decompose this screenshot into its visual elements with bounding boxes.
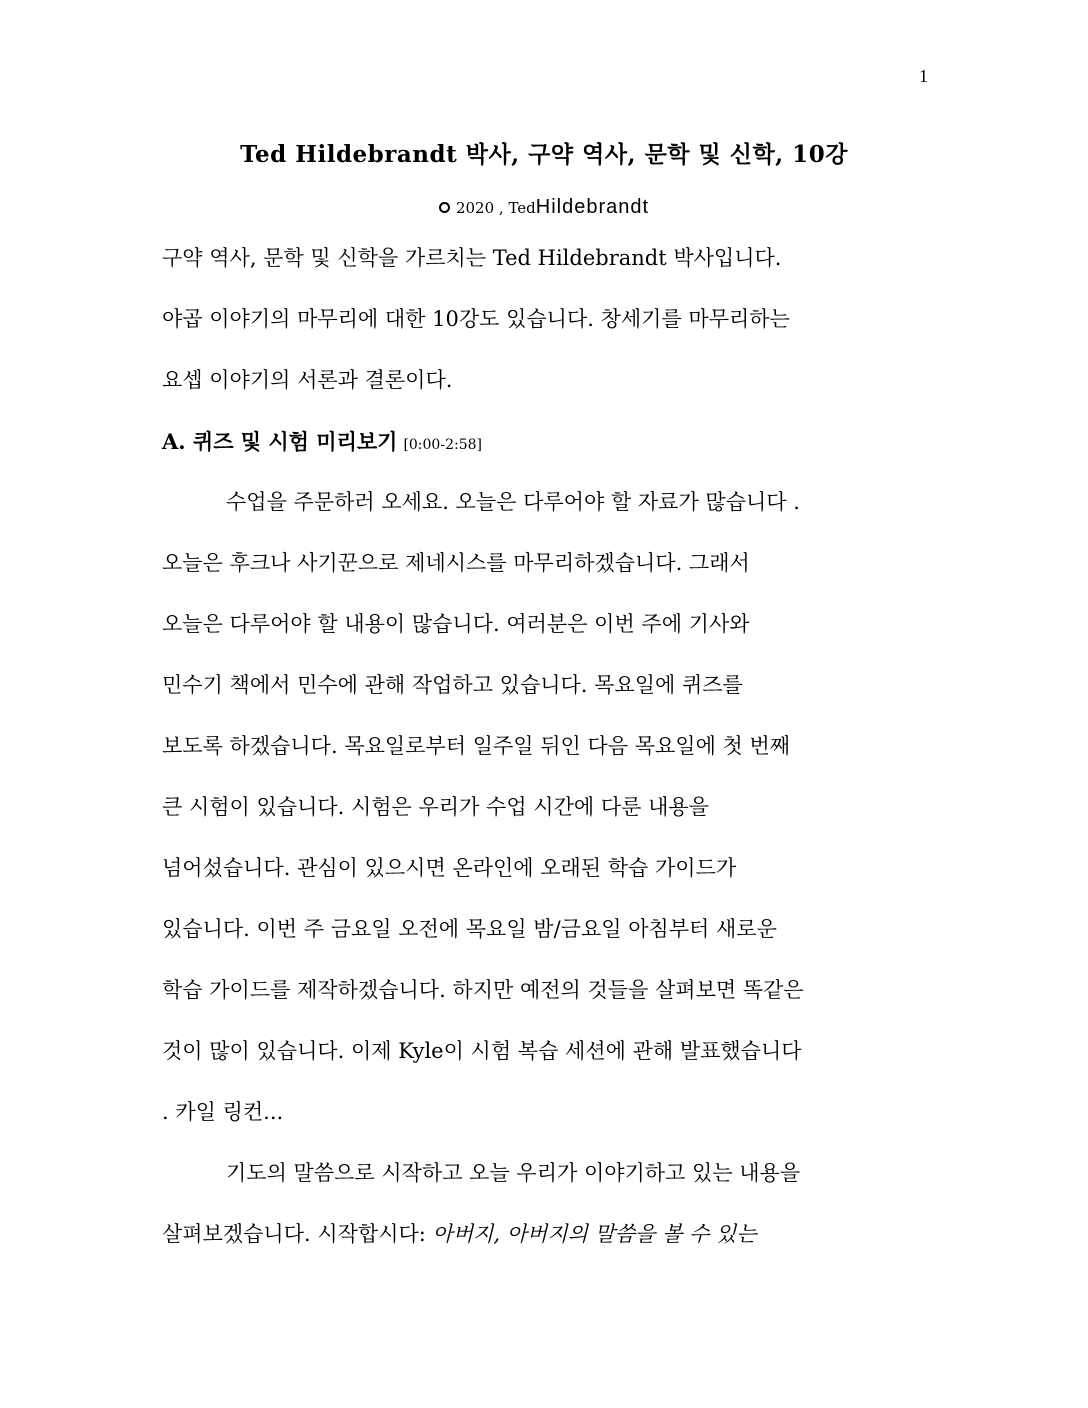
paragraph-line: 학습 가이드를 제작하겠습니다. 하지만 예전의 것들을 살펴보면 똑같은 (162, 978, 804, 1002)
section-heading-text: A. 퀴즈 및 시험 미리보기 (162, 429, 398, 454)
paragraph-line: 오늘은 후크나 사기꾼으로 제네시스를 마무리하겠습니다. 그래서 (162, 551, 750, 575)
paragraph-line (162, 1204, 932, 1265)
paragraph-line: 큰 시험이 있습니다. 시험은 우리가 수업 시간에 다룬 내용을 (162, 795, 709, 819)
intro-line: 구약 역사, 문학 및 신학을 가르치는 Ted Hildebrandt 박사입니다. (162, 246, 782, 270)
paragraph-line: . 카일 링컨... (162, 1100, 284, 1124)
copyright-year: 2020 , (455, 199, 504, 217)
paragraph-line: 민수기 책에서 민수에 관해 작업하고 있습니다. 목요일에 퀴즈를 (162, 673, 743, 697)
paragraph-line: 오늘은 다루어야 할 내용이 많습니다. 여러분은 이번 주에 기사와 (162, 612, 750, 636)
copyright-author-name: Hildebrandt (535, 196, 650, 218)
section-heading (162, 411, 932, 472)
paragraph-line: 것이 많이 있습니다. 이제 Kyle이 시험 복습 세션에 관해 발표했습니다 (162, 1039, 802, 1063)
intro-line: 야곱 이야기의 마무리에 대한 10강도 있습니다. 창세기를 마무리하는 (162, 307, 790, 331)
intro-line: 요셉 이야기의 서론과 결론이다. (162, 368, 453, 392)
page-number: 1 (919, 66, 928, 86)
paragraph-line: 기도의 말씀으로 시작하고 오늘 우리가 이야기하고 있는 내용을 (226, 1161, 801, 1185)
paragraph-plain-text: 살펴보겠습니다. 시작합시다: (162, 1222, 433, 1246)
copyright-author-prefix: Ted (508, 199, 536, 217)
copyright-line (0, 196, 1088, 219)
paragraph-line: 수업을 주문하러 오세요. 오늘은 다루어야 할 자료가 많습니다 . (226, 490, 800, 514)
copyright-icon (439, 202, 450, 213)
paragraph-line: 넘어섰습니다. 관심이 있으시면 온라인에 오래된 학습 가이드가 (162, 856, 737, 880)
paragraph-line: 있습니다. 이번 주 금요일 오전에 목요일 밤/금요일 아침부터 새로운 (162, 917, 777, 941)
prayer-italic-text: 아버지, 아버지의 말씀을 볼 수 있는 (432, 1222, 757, 1246)
paragraph-line: 보도록 하겠습니다. 목요일로부터 일주일 뒤인 다음 목요일에 첫 번째 (162, 734, 791, 758)
section-timestamp: [0:00-2:58] (403, 437, 482, 453)
page-title: Ted Hildebrandt 박사, 구약 역사, 문학 및 신학, 10강 (240, 141, 848, 168)
document-body (162, 228, 932, 1265)
